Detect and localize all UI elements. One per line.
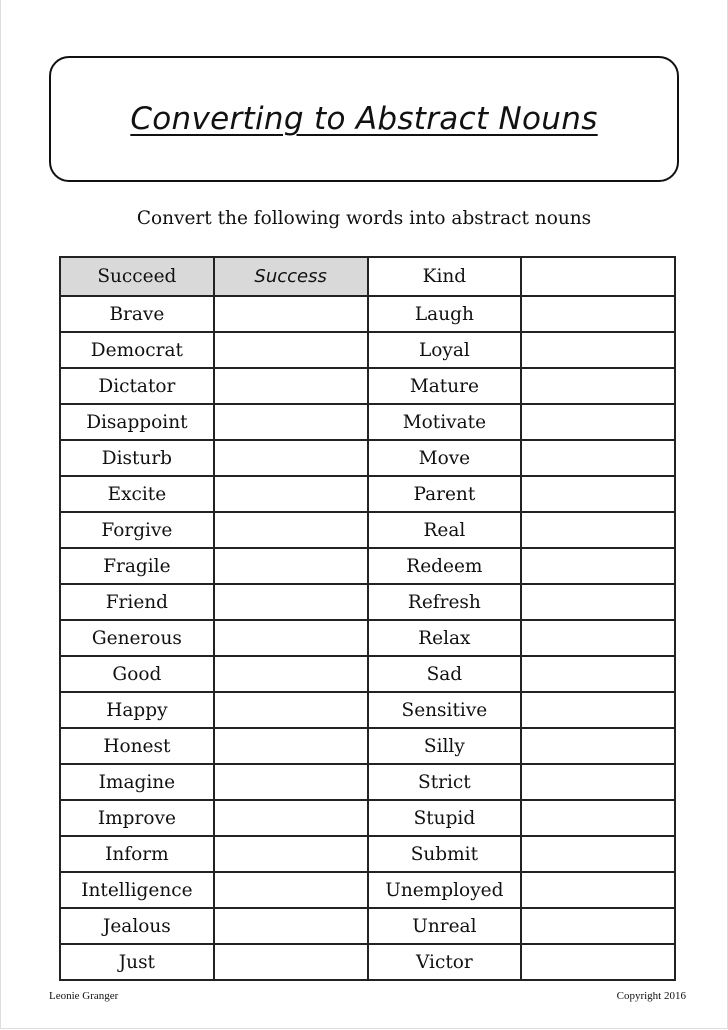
- table-row: [60, 728, 675, 764]
- answer-cell[interactable]: [521, 257, 675, 296]
- answer-cell[interactable]: [521, 476, 675, 512]
- answer-cell[interactable]: [214, 332, 368, 368]
- word-cell: Improve: [60, 800, 214, 836]
- word-cell: Imagine: [60, 764, 214, 800]
- author: Leonie Granger: [49, 990, 119, 1002]
- table-row: [60, 692, 675, 728]
- answer-cell[interactable]: [214, 836, 368, 872]
- answer-cell[interactable]: [521, 620, 675, 656]
- answer-cell[interactable]: [214, 404, 368, 440]
- answer-cell[interactable]: [214, 296, 368, 332]
- word-cell: Refresh: [368, 584, 522, 620]
- answer-cell[interactable]: [214, 476, 368, 512]
- word-cell: Kind: [368, 257, 522, 296]
- table-row: [60, 836, 675, 872]
- word-cell: Sensitive: [368, 692, 522, 728]
- answer-cell[interactable]: [214, 584, 368, 620]
- table-row: [60, 368, 675, 404]
- word-cell: Real: [368, 512, 522, 548]
- word-cell: Mature: [368, 368, 522, 404]
- answer-cell[interactable]: [214, 512, 368, 548]
- word-cell: Democrat: [60, 332, 214, 368]
- answer-cell[interactable]: [521, 656, 675, 692]
- table-row: [60, 476, 675, 512]
- answer-cell[interactable]: [521, 944, 675, 980]
- table-row: [60, 656, 675, 692]
- table-row: [60, 800, 675, 836]
- word-cell: Disappoint: [60, 404, 214, 440]
- word-cell: Strict: [368, 764, 522, 800]
- answer-cell[interactable]: [521, 332, 675, 368]
- answer-cell[interactable]: [521, 800, 675, 836]
- answer-cell[interactable]: [214, 764, 368, 800]
- answer-cell[interactable]: [521, 872, 675, 908]
- example-answer: Success: [214, 257, 368, 296]
- answer-cell[interactable]: [214, 908, 368, 944]
- word-cell: Parent: [368, 476, 522, 512]
- word-cell: Good: [60, 656, 214, 692]
- answer-cell[interactable]: [521, 764, 675, 800]
- word-cell: Laugh: [368, 296, 522, 332]
- answer-cell[interactable]: [214, 728, 368, 764]
- word-cell: Stupid: [368, 800, 522, 836]
- word-cell: Redeem: [368, 548, 522, 584]
- word-cell: Intelligence: [60, 872, 214, 908]
- word-cell: Just: [60, 944, 214, 980]
- answer-cell[interactable]: [521, 296, 675, 332]
- answer-cell[interactable]: [521, 836, 675, 872]
- instructions: Convert the following words into abstract nouns: [136, 208, 592, 229]
- word-cell: Dictator: [60, 368, 214, 404]
- word-cell: Unreal: [368, 908, 522, 944]
- answer-cell[interactable]: [214, 620, 368, 656]
- answer-cell[interactable]: [214, 548, 368, 584]
- table-row: [60, 908, 675, 944]
- word-cell: Loyal: [368, 332, 522, 368]
- word-cell: Move: [368, 440, 522, 476]
- word-cell: Inform: [60, 836, 214, 872]
- word-cell: Unemployed: [368, 872, 522, 908]
- table-row: [60, 440, 675, 476]
- answer-cell[interactable]: [214, 440, 368, 476]
- table-row: [60, 296, 675, 332]
- copyright: Copyright 2016: [616, 990, 686, 1002]
- answer-cell[interactable]: [521, 548, 675, 584]
- table-row: [60, 548, 675, 584]
- answer-cell[interactable]: [214, 692, 368, 728]
- answer-cell[interactable]: [214, 944, 368, 980]
- answer-cell[interactable]: [214, 656, 368, 692]
- word-cell: Relax: [368, 620, 522, 656]
- word-cell: Generous: [60, 620, 214, 656]
- answer-cell[interactable]: [521, 692, 675, 728]
- answer-cell[interactable]: [521, 512, 675, 548]
- answer-cell[interactable]: [521, 728, 675, 764]
- answer-cell[interactable]: [521, 908, 675, 944]
- answer-cell[interactable]: [521, 368, 675, 404]
- word-cell: Honest: [60, 728, 214, 764]
- word-cell: Disturb: [60, 440, 214, 476]
- table-row: [60, 404, 675, 440]
- word-cell: Jealous: [60, 908, 214, 944]
- word-cell: Silly: [368, 728, 522, 764]
- worksheet-title: Converting to Abstract Nouns: [130, 101, 598, 137]
- word-cell: Submit: [368, 836, 522, 872]
- answer-cell[interactable]: [214, 368, 368, 404]
- word-cell: Excite: [60, 476, 214, 512]
- word-cell: Motivate: [368, 404, 522, 440]
- title-box: [49, 56, 679, 182]
- word-cell: Brave: [60, 296, 214, 332]
- table-row: [60, 584, 675, 620]
- table-row: [60, 944, 675, 980]
- example-row: [60, 257, 675, 296]
- word-cell: Victor: [368, 944, 522, 980]
- answer-cell[interactable]: [521, 584, 675, 620]
- answer-cell[interactable]: [521, 404, 675, 440]
- example-word: Succeed: [60, 257, 214, 296]
- table-row: [60, 620, 675, 656]
- answer-cell[interactable]: [214, 872, 368, 908]
- word-cell: Forgive: [60, 512, 214, 548]
- word-cell: Friend: [60, 584, 214, 620]
- table-row: [60, 764, 675, 800]
- word-cell: Fragile: [60, 548, 214, 584]
- answer-cell[interactable]: [521, 440, 675, 476]
- answer-cell[interactable]: [214, 800, 368, 836]
- word-cell: Sad: [368, 656, 522, 692]
- table-row: [60, 512, 675, 548]
- table-row: [60, 872, 675, 908]
- word-cell: Happy: [60, 692, 214, 728]
- word-table: [59, 256, 676, 981]
- table-row: [60, 332, 675, 368]
